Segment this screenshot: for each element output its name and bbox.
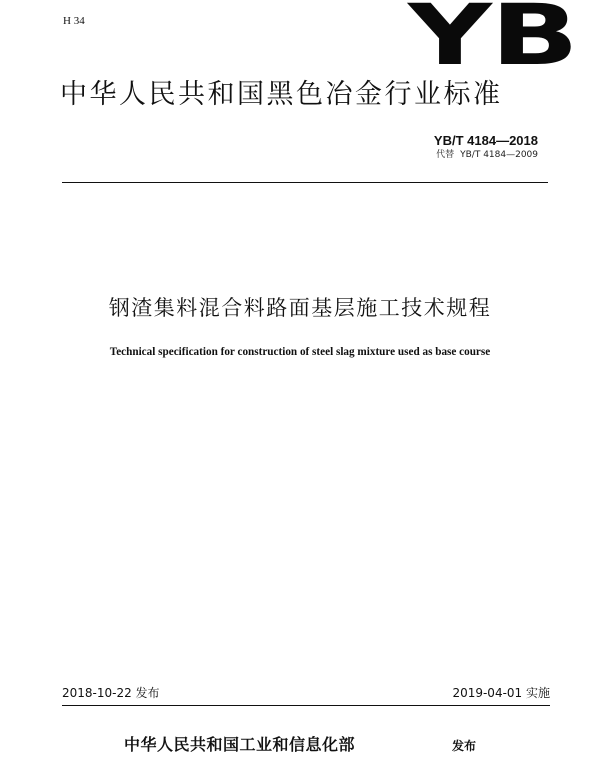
document-title-english: Technical specification for construction of steel slag mixture used as base course [109,346,491,358]
standard-number: YB/T 4184—2018 [433,133,538,148]
industry-standard-title: 中华人民共和国黑色冶金行业标准 [60,79,503,110]
issued-by-label: 发布 [452,739,477,753]
header-divider [62,182,548,183]
issue-date: 2018-10-22 发布 [62,686,160,700]
footer-divider [62,705,550,706]
implementation-date: 2019-04-01 实施 [452,686,550,700]
replaces-label: 代替 [436,150,455,160]
issuing-authority: 中华人民共和国工业和信息化部 [124,735,356,754]
ccs-code: H 34 [63,15,85,27]
document-title-chinese: 钢渣集料混合料路面基层施工技术规程 [108,296,492,320]
replaces-number: YB/T 4184—2009 [460,150,538,160]
yb-logo: YB [408,0,578,84]
replaces-line [436,151,538,160]
